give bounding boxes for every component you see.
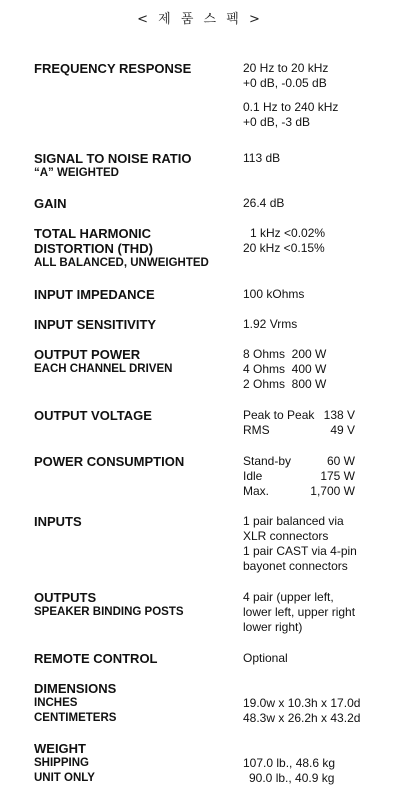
spec-value: lower left, upper right: [243, 605, 356, 619]
spec-value-key: Max.: [243, 484, 270, 498]
spec-value-amount: 49 V: [330, 423, 355, 437]
spec-value-row: [243, 469, 355, 484]
spec-value-row: [243, 423, 355, 438]
spec-value-amount: 138 V: [323, 408, 355, 422]
spec-value: 4 Ohms 400 W: [243, 362, 327, 376]
spec-value-key: Idle: [243, 469, 263, 483]
spec-value: 113 dB: [243, 151, 281, 165]
spec-value-row: [243, 484, 355, 499]
spec-value-row: [243, 408, 355, 423]
spec-sublabel: EACH CHANNEL DRIVEN: [34, 363, 173, 375]
spec-label: INPUT SENSITIVITY: [34, 317, 157, 332]
spec-value: 107.0 lb., 48.6 kg: [243, 756, 336, 770]
spec-label: DIMENSIONS: [34, 681, 117, 696]
spec-sublabel: SHIPPING: [34, 757, 89, 769]
spec-label: DISTORTION (THD): [34, 241, 153, 256]
spec-label: WEIGHT: [34, 741, 86, 756]
spec-value: 1 pair balanced via: [243, 514, 344, 528]
spec-label: SIGNAL TO NOISE RATIO: [34, 151, 192, 166]
spec-value: +0 dB, -0.05 dB: [243, 76, 327, 90]
spec-label: OUTPUTS: [34, 590, 97, 605]
spec-value: 8 Ohms 200 W: [243, 347, 327, 361]
spec-value-amount: 175 W: [320, 469, 355, 483]
spec-value-amount: 1,700 W: [310, 484, 355, 498]
spec-value: 1 pair CAST via 4-pin: [243, 544, 357, 558]
spec-sublabel: SPEAKER BINDING POSTS: [34, 606, 184, 618]
spec-label: INPUT IMPEDANCE: [34, 287, 155, 302]
spec-sublabel: UNIT ONLY: [34, 772, 95, 784]
spec-value: 90.0 lb., 40.9 kg: [249, 771, 335, 785]
spec-value: 26.4 dB: [243, 196, 285, 210]
spec-label: INPUTS: [34, 514, 82, 529]
spec-label: OUTPUT VOLTAGE: [34, 408, 152, 423]
spec-value-amount: 60 W: [326, 454, 355, 468]
spec-value: 2 Ohms 800 W: [243, 377, 327, 391]
spec-value: 1 kHz <0.02%: [250, 226, 326, 240]
spec-value: bayonet connectors: [243, 559, 348, 573]
spec-value: 100 kOhms: [243, 287, 305, 301]
spec-value: 20 kHz <0.15%: [243, 241, 325, 255]
spec-value-key: Stand-by: [243, 454, 292, 468]
spec-sublabel: “A” WEIGHTED: [34, 167, 119, 179]
spec-value: 20 Hz to 20 kHz: [243, 61, 329, 75]
spec-value-key: Peak to Peak: [243, 408, 315, 422]
spec-label: FREQUENCY RESPONSE: [34, 61, 192, 76]
spec-value: 48.3w x 26.2h x 43.2d: [243, 711, 361, 725]
spec-sublabel: INCHES: [34, 697, 78, 709]
spec-value: +0 dB, -3 dB: [243, 115, 311, 129]
spec-label: OUTPUT POWER: [34, 347, 141, 362]
spec-label: GAIN: [34, 196, 67, 211]
spec-value: 1.92 Vrms: [243, 317, 298, 331]
spec-value: 19.0w x 10.3h x 17.0d: [243, 696, 361, 710]
spec-label: TOTAL HARMONIC: [34, 226, 151, 241]
page-title: < 제 품 스 펙 >: [137, 12, 263, 27]
spec-sublabel: ALL BALANCED, UNWEIGHTED: [34, 257, 209, 269]
spec-value: 4 pair (upper left,: [243, 590, 334, 604]
spec-value: lower right): [243, 620, 303, 634]
spec-label: POWER CONSUMPTION: [34, 454, 185, 469]
spec-value: 0.1 Hz to 240 kHz: [243, 100, 339, 114]
spec-value-row: [243, 454, 355, 469]
spec-label: REMOTE CONTROL: [34, 651, 158, 666]
spec-sublabel: CENTIMETERS: [34, 712, 117, 724]
spec-value-key: RMS: [243, 423, 270, 437]
spec-value: Optional: [243, 651, 288, 665]
spec-value: XLR connectors: [243, 529, 329, 543]
